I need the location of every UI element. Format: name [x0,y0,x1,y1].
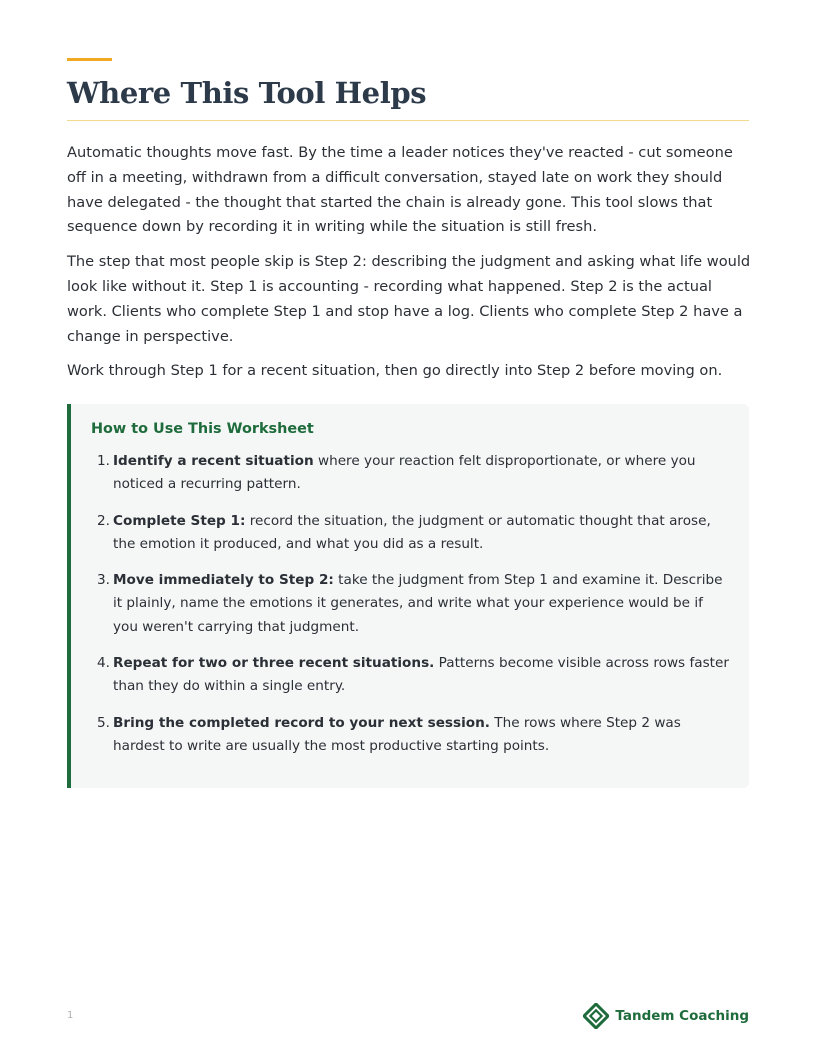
title-divider [67,120,749,121]
step-number: 1. [97,453,110,469]
page-title: Where This Tool Helps [67,76,427,110]
step-text: take the judgment from Step 1 and examine it. Describe it plainly, name the emotions it generates, and write what your experience would be if you weren't carrying that judgment. [113,572,723,635]
step-number: 4. [97,655,110,672]
intro-paragraph-2: The step that most people skip is Step 2: describing the judgment and asking what life would look like without it. Step 1 is accounting - recording what happened. Step 2 is the actual work. Clients who complete Step 1 and stop have a log. Clients who complete Step 2 have a change in perspective. [67,253,751,345]
brand-logo [583,1003,749,1029]
step-lead: Bring the completed record to your next session. [113,714,490,731]
step-number: 3. [97,572,110,589]
step-lead: Move immediately to Step 2: [113,572,334,589]
how-to-step-5 [91,712,731,759]
intro-paragraph-1: Automatic thoughts move fast. By the time a leader notices they've reacted - cut someone off in a meeting, withdrawn from a difficult conversation, stayed late on work they should have delegated - the thought that started the chain is already gone. This tool slows that sequence down by recording it in writing while the situation is still fresh. [67,144,733,236]
step-lead: Identify a recent situation [113,453,314,469]
how-to-step-4 [91,652,731,699]
step-lead: Repeat for two or three recent situations. [113,655,435,672]
how-to-steps-list [91,450,731,771]
step-text: record the situation, the judgment or automatic thought that arose, the emotion it produced, and what you did as a result. [113,512,711,552]
step-lead: Complete Step 1: [113,512,246,529]
step-text: The rows where Step 2 was hardest to write are usually the most productive starting points. [113,714,681,754]
how-to-callout [67,404,749,788]
intro-section [67,141,751,394]
how-to-step-2 [91,510,731,557]
title-accent-rule [67,58,112,61]
page-number: 1 [67,1010,74,1021]
step-text: Patterns become visible across rows faster than they do within a single entry. [113,655,729,695]
step-number: 2. [97,512,110,529]
diamond-logo-icon [583,1003,609,1029]
brand-name: Tandem Coaching [615,1008,749,1024]
how-to-step-3 [91,569,731,639]
step-text: where your reaction felt disproportionate, or where you noticed a recurring pattern. [113,453,696,493]
intro-paragraph-3: Work through Step 1 for a recent situation, then go directly into Step 2 before moving on. [67,362,723,380]
how-to-step-1 [91,450,731,497]
how-to-heading: How to Use This Worksheet [91,421,314,437]
step-number: 5. [97,714,110,731]
